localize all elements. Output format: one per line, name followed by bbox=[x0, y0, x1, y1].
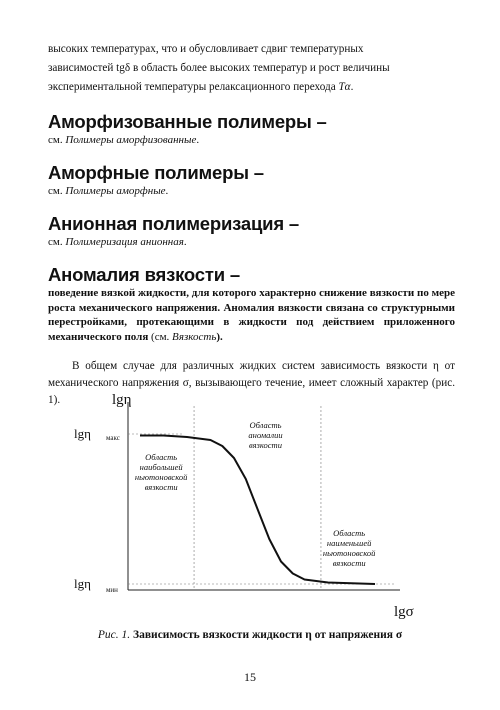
term-heading: Анионная полимеризация – bbox=[48, 213, 299, 234]
region-label-2-2: ньютоновской bbox=[322, 548, 376, 558]
page-content bbox=[48, 40, 455, 409]
definition-text: поведение вязкой жидкости, для которого характерно снижение вязкости по мере роста механического напряжения. Аномалия вязкости связана со структурными перестройками, протекающими в жидкости под действием приложенного механического поля (см. Вязкость). bbox=[48, 287, 455, 343]
intro-paragraph bbox=[48, 40, 455, 97]
region-label-2-1: наименьшей bbox=[326, 538, 372, 548]
region-label-2-3: вязкости bbox=[332, 558, 366, 568]
chart-labels bbox=[74, 392, 414, 620]
intro-line-2b: в область более высоких температур и рост величины bbox=[130, 62, 390, 74]
intro-line-3b: . bbox=[350, 81, 354, 93]
see-reference: см. Полимеры аморфизованные. bbox=[48, 134, 200, 146]
y-tick-label-max: lgη bbox=[74, 426, 91, 441]
y-tick-sub-max: макс bbox=[106, 434, 120, 442]
intro-line-3a: экспериментальной температуры релаксационного перехода bbox=[48, 81, 339, 93]
entry-anionic bbox=[48, 213, 455, 250]
entry-amorphized bbox=[48, 111, 455, 148]
t-alpha-symbol: Tα bbox=[338, 81, 351, 93]
caption-label: Рис. 1. bbox=[97, 629, 131, 641]
y-tick-label-min: lgη bbox=[74, 576, 91, 591]
region-label-0-2: ньютоновской bbox=[134, 472, 188, 482]
region-label-1-2: вязкости bbox=[249, 440, 282, 450]
caption-text: Зависимость вязкости жидкости η от напряжения σ bbox=[130, 629, 403, 641]
body-paragraph: В общем случае для различных жидких систем зависимость вязкости η от механического напряжения σ, вызывающего течение, имеет сложный характер (рис. 1). bbox=[48, 360, 455, 406]
entry-viscosity-anomaly bbox=[48, 264, 455, 344]
figure-caption bbox=[0, 629, 500, 641]
intro-line-2a: зависимостей bbox=[48, 62, 117, 74]
region-label-0-3: вязкости bbox=[144, 482, 178, 492]
term-heading: Аномалия вязкости – bbox=[48, 264, 240, 285]
term-heading: Аморфные полимеры – bbox=[48, 162, 264, 183]
region-label-2-0: Область bbox=[333, 528, 366, 538]
see-reference: см. Полимеризация анионная. bbox=[48, 236, 187, 248]
y-axis-label: lgη bbox=[112, 392, 132, 408]
see-reference: см. Полимеры аморфные. bbox=[48, 185, 169, 197]
viscosity-chart bbox=[70, 390, 430, 622]
see-link[interactable]: Полимеризация анионная bbox=[65, 236, 184, 248]
y-tick-sub-min: мин bbox=[106, 586, 118, 594]
region-label-0-0: Область bbox=[145, 452, 178, 462]
region-label-1-0: Область bbox=[249, 420, 282, 430]
region-label-1-1: аномалии bbox=[248, 430, 283, 440]
intro-line-1: высоких температурах, что и обусловливает сдвиг температурных bbox=[48, 43, 364, 55]
x-axis-label: lgσ bbox=[394, 604, 414, 620]
tg-delta-symbol: tgδ bbox=[116, 62, 131, 74]
term-heading: Аморфизованные полимеры – bbox=[48, 111, 327, 132]
page-number: 15 bbox=[244, 670, 256, 684]
see-link[interactable]: Вязкость bbox=[172, 330, 217, 343]
see-link[interactable]: Полимеры аморфные bbox=[65, 185, 166, 197]
region-label-0-1: наибольшей bbox=[139, 462, 183, 472]
see-link[interactable]: Полимеры аморфизованные bbox=[65, 134, 197, 146]
entry-amorphous bbox=[48, 162, 455, 199]
